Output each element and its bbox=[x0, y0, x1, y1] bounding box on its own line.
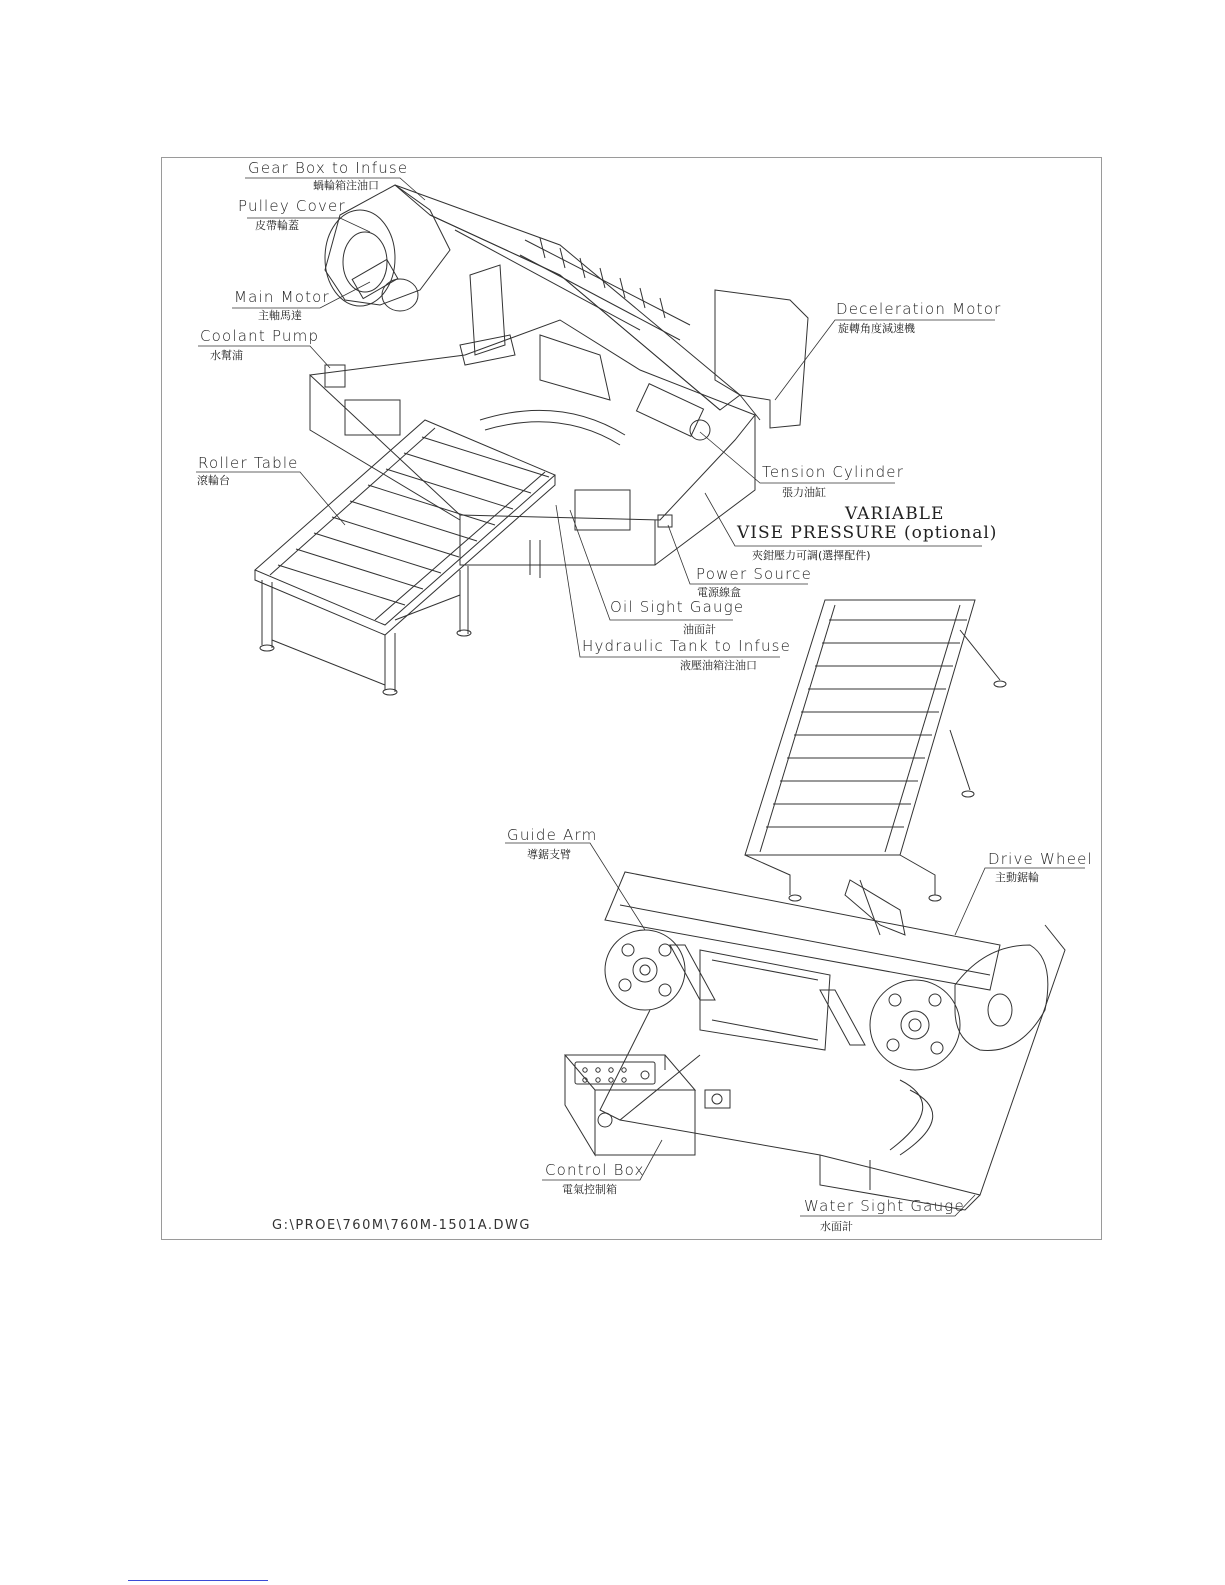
pulley-cover-label: Pulley Cover bbox=[238, 197, 346, 215]
deceleration-motor-label: Deceleration Motor bbox=[836, 300, 1002, 318]
footnote-rule bbox=[128, 1580, 268, 1581]
guide-arm-label-zh: 導鋸支臂 bbox=[527, 848, 571, 861]
gear-box-label-zh: 蝸輪箱注油口 bbox=[313, 179, 379, 192]
drive-wheel-label-zh: 主動鋸輪 bbox=[995, 871, 1039, 884]
deceleration-motor-label-zh: 旋轉角度減速機 bbox=[838, 322, 915, 335]
roller-table-label-zh: 滾輪台 bbox=[197, 474, 230, 487]
gear-box-label: Gear Box to Infuse bbox=[248, 159, 409, 177]
drive-wheel-label: Drive Wheel bbox=[988, 850, 1093, 868]
oil-sight-gauge-label: Oil Sight Gauge bbox=[610, 598, 745, 616]
coolant-pump-label: Coolant Pump bbox=[200, 327, 320, 345]
roller-table-label: Roller Table bbox=[198, 454, 299, 472]
drawing-file-path: G:\PROE\760M\760M-1501A.DWG bbox=[272, 1218, 531, 1233]
top-machine-illustration bbox=[310, 185, 808, 578]
guide-arm-label: Guide Arm bbox=[507, 826, 598, 844]
tension-cylinder-label-zh: 張力油缸 bbox=[782, 486, 826, 499]
water-sight-gauge-label: Water Sight Gauge bbox=[804, 1197, 965, 1215]
hydraulic-tank-label: Hydraulic Tank to Infuse bbox=[582, 637, 792, 655]
leader-lines bbox=[196, 178, 1085, 1216]
control-box-label-zh: 電氣控制箱 bbox=[562, 1183, 617, 1196]
tension-cylinder-label: Tension Cylinder bbox=[762, 463, 905, 481]
main-motor-label: Main Motor bbox=[234, 288, 330, 306]
vise-pressure-label-line1: VARIABLE bbox=[845, 504, 945, 524]
coolant-pump-label-zh: 水幫浦 bbox=[210, 349, 243, 362]
vise-pressure-label-line2: VISE PRESSURE (optional) bbox=[737, 523, 998, 543]
water-sight-gauge-label-zh: 水面計 bbox=[820, 1220, 853, 1233]
roller-table-illustration bbox=[255, 420, 555, 695]
pulley-cover-label-zh: 皮帶輪蓋 bbox=[255, 219, 299, 232]
oil-sight-gauge-label-zh: 油面計 bbox=[683, 623, 716, 636]
control-box-label: Control Box bbox=[545, 1161, 645, 1179]
vise-pressure-label-zh: 夾鉗壓力可調(選擇配件) bbox=[752, 549, 871, 562]
power-source-label-zh: 電源線盒 bbox=[697, 586, 741, 599]
hydraulic-tank-label-zh: 液壓油箱注油口 bbox=[680, 659, 757, 672]
power-source-label: Power Source bbox=[696, 565, 813, 583]
main-motor-label-zh: 主軸馬達 bbox=[258, 309, 302, 322]
